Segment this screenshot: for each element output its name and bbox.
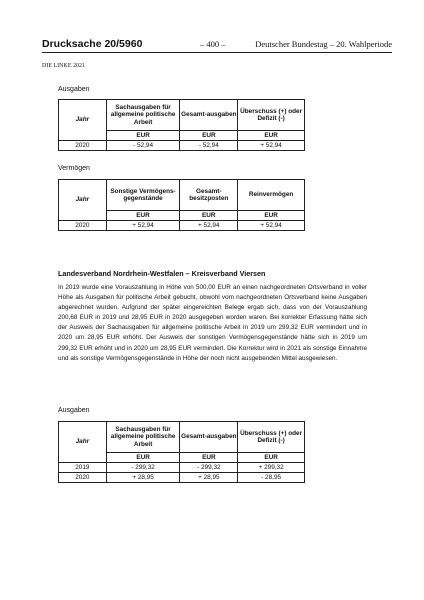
page-number: – 400 – xyxy=(200,39,226,49)
body-paragraph: In 2019 wurde eine Vorauszahlung in Höhe von 500,00 EUR an einen nachgeordneten Ortsverband in voller Höhe als Ausgaben für politische Arbeit gebucht, obwohl vom nachgeordneten Ortsverband keine Ausgaben abgerechnet wurden. Aufgrund der später eingereichten Belege ergab sich, dass von der Vorauszahlung 200,68 EUR in 2019 und 28,95 EUR in 2020 ausgegeben worden waren. Bei korrekter Erfassung hätte sich der Ausweis der Sachausgaben für allgemeine politische Arbeit in 2019 um 299,32 EUR vermindert und in 2020 um 28,95 EUR erhöht. Der Ausweis der sonstigen Vermögensgegenstände hätte sich in 2019 um 299,32 EUR erhöht und in 2020 um 28,95 EUR vermindert. Die Korrektur wird in 2021 als sonstige Einnahme und als sonstige Vermögensgegenstände in Höhe der noch nicht ausgebenden Mittel ausgewiesen. xyxy=(58,284,367,362)
document-number: Drucksache 20/5960 xyxy=(42,38,143,50)
value-cell: + 52,94 xyxy=(180,221,238,231)
value-cell: - 52,94 xyxy=(106,141,180,151)
unit-header: EUR xyxy=(106,131,180,141)
unit-header: EUR xyxy=(180,131,238,141)
table-row xyxy=(59,221,305,231)
column-header: Sonstige Vermögens-gegenstände xyxy=(106,180,180,211)
value-cell: + 28,95 xyxy=(180,473,238,483)
section-heading: Landesverband Nordrhein-Westfalen – Kreisverband Viersen xyxy=(58,269,266,278)
table-row xyxy=(59,463,305,473)
ausgaben-table-2 xyxy=(58,421,305,483)
year-cell: 2019 xyxy=(59,463,107,473)
unit-header: EUR xyxy=(238,131,305,141)
value-cell: - 28,95 xyxy=(238,473,305,483)
year-cell: 2020 xyxy=(59,473,107,483)
value-cell: + 299,32 xyxy=(238,463,305,473)
column-header: Gesamt-ausgaben xyxy=(180,422,238,453)
value-cell: + 52,94 xyxy=(238,141,305,151)
column-header: Jahr xyxy=(59,422,107,463)
value-cell: - 299,32 xyxy=(106,463,180,473)
column-header: Überschuss (+) oder Defizit (-) xyxy=(238,422,305,453)
table-caption-ausgaben-1: Ausgaben xyxy=(58,86,90,93)
year-cell: 2020 xyxy=(59,141,107,151)
unit-header: EUR xyxy=(106,453,180,463)
column-header: Reinvermögen xyxy=(238,180,305,211)
unit-header: EUR xyxy=(180,453,238,463)
ausgaben-table-1 xyxy=(58,99,305,151)
unit-header: EUR xyxy=(106,211,180,221)
table-row xyxy=(59,141,305,151)
unit-header: EUR xyxy=(238,211,305,221)
year-cell: 2020 xyxy=(59,221,107,231)
page-header xyxy=(42,38,392,53)
column-header: Gesamt-ausgaben xyxy=(180,100,238,131)
column-header: Jahr xyxy=(59,100,107,141)
value-cell: - 52,94 xyxy=(180,141,238,151)
table-caption-vermoegen: Vermögen xyxy=(58,165,90,172)
column-header: Sachausgaben für allgemeine politische Arbeit xyxy=(106,100,180,131)
value-cell: + 52,94 xyxy=(238,221,305,231)
publisher-line: Deutscher Bundestag – 20. Wahlperiode xyxy=(255,39,392,49)
table-row xyxy=(59,473,305,483)
value-cell: - 299,32 xyxy=(180,463,238,473)
party-line: DIE LINKE 2021 xyxy=(42,63,85,69)
unit-header: EUR xyxy=(238,453,305,463)
column-header: Sachausgaben für allgemeine politische Arbeit xyxy=(106,422,180,453)
value-cell: + 28,95 xyxy=(106,473,180,483)
value-cell: + 52,94 xyxy=(106,221,180,231)
column-header: Überschuss (+) oder Defizit (-) xyxy=(238,100,305,131)
column-header: Gesamt-besitzposten xyxy=(180,180,238,211)
column-header: Jahr xyxy=(59,180,107,221)
table-caption-ausgaben-2: Ausgaben xyxy=(58,407,90,414)
unit-header: EUR xyxy=(180,211,238,221)
vermoegen-table xyxy=(58,179,305,231)
